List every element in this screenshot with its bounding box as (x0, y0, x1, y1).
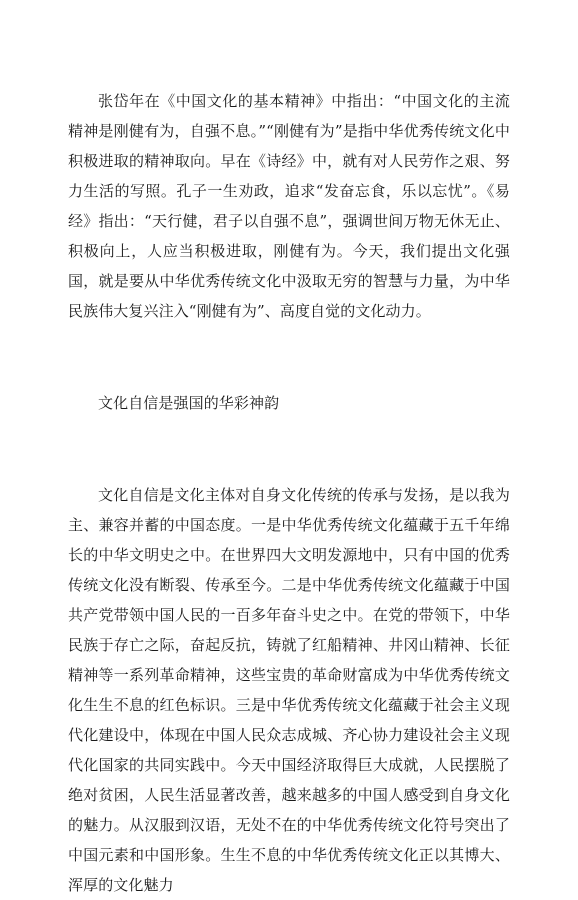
section-heading: 文化自信是强国的华彩神韵 (98, 394, 280, 412)
document-page (68, 86, 510, 900)
paragraph-cultural-confidence: 文化自信是文化主体对自身文化传统的传承与发扬，是以我为主、兼容并蓄的中国态度。一是中华优秀传统文化蕴藏于五千年绵长的中华文明史之中。在世界四大文明发源地中，只有中国的优秀传统文化没有断裂、传承至今。二是中华优秀传统文化蕴藏于中国共产党带领中国人民的一百多年奋斗史之中。在党的带领下，中华民族于存亡之际，奋起反抗，铸就了红船精神、井冈山精神、长征精神等一系列革命精神，这些宝贵的革命财富成为中华优秀传统文化生生不息的红色标识。三是中华优秀传统文化蕴藏于社会主义现代化建设中，体现在中国人民众志成城、齐心协力建设社会主义现代化国家的共同实践中。今天中国经济取得巨大成就，人民摆脱了绝对贫困，人民生活显著改善，越来越多的中国人感受到自身文化的魅力。从汉服到汉语，无处不在的中华优秀传统文化符号突出了中国元素和中国形象。生生不息的中华优秀传统文化正以其博大、浑厚的文化魅力 (68, 486, 510, 894)
paragraph-cultural-spirit: 张岱年在《中国文化的基本精神》中指出：“中国文化的主流精神是刚健有为，自强不息。”“刚健有为”是指中华优秀传统文化中积极进取的精神取向。早在《诗经》中，就有对人民劳作之艰、努力生活的写照。孔子一生劝政，追求“发奋忘食，乐以忘忧”。《易经》指出：“天行健，君子以自强不息”，强调世间万物无休无止、积极向上，人应当积极进取，刚健有为。今天，我们提出文化强国，就是要从中华优秀传统文化中汲取无穷的智慧与力量，为中华民族伟大复兴注入“刚健有为”、高度自觉的文化动力。 (68, 92, 510, 320)
